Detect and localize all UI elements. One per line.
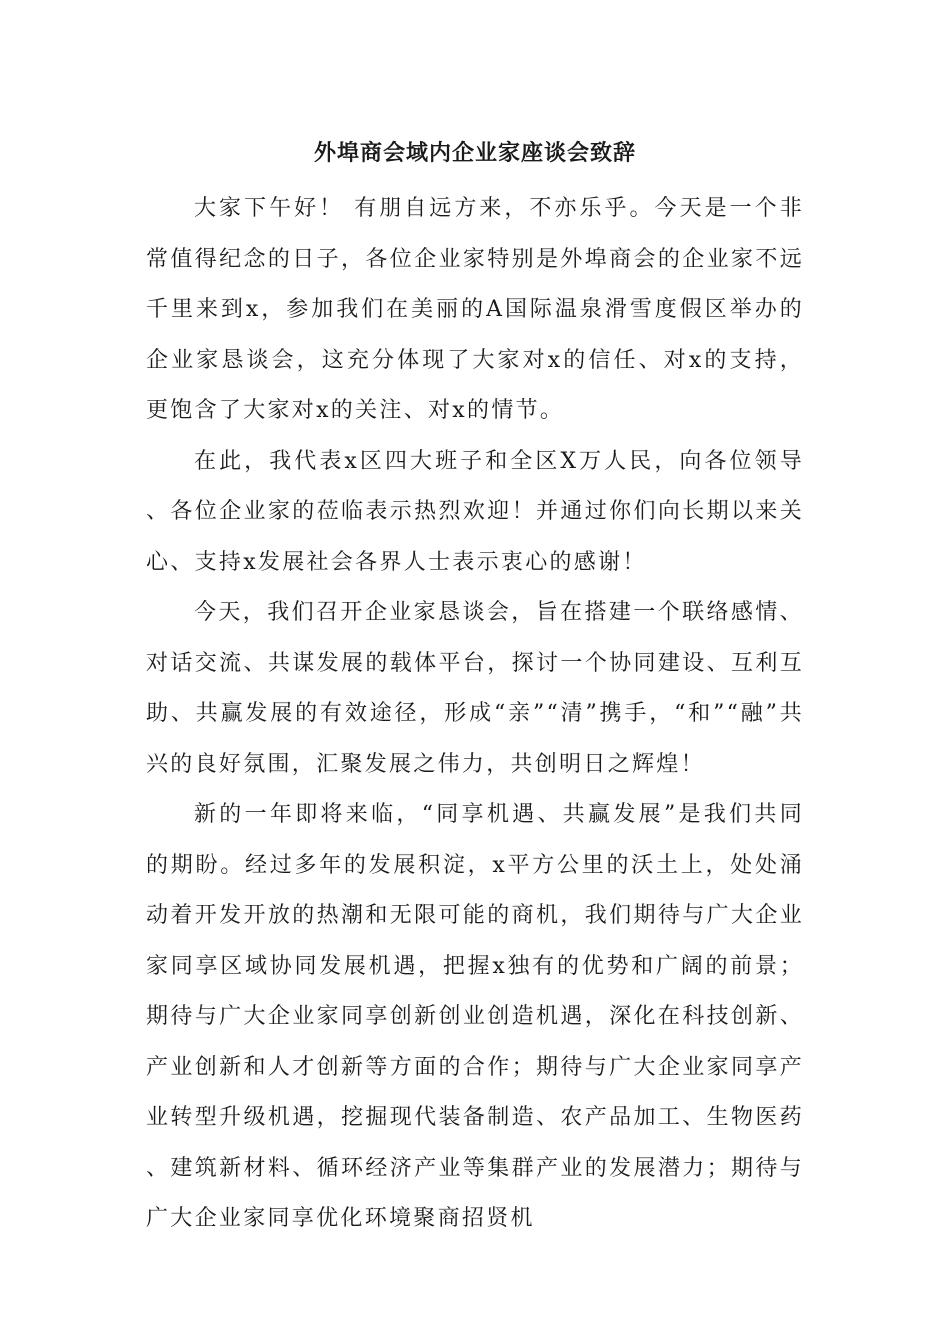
document-title: 外埠商会域内企业家座谈会致辞 <box>313 140 636 166</box>
paragraph-greeting: 大家下午好！ 有朋自远方来，不亦乐乎。今天是一个非常值得纪念的日子，各位企业家特别是外埠商会的企业家不远千里来到x，参加我们在美丽的A国际温泉滑雪度假区举办的企业家恳谈会，这充分体现了大家对x的信任、对x的支持，更饱含了大家对x的关注、对x的情节。 <box>146 196 804 423</box>
paragraph-purpose: 今天，我们召开企业家恳谈会，旨在搭建一个联络感情、对话交流、共谋发展的载体平台，探讨一个协同建设、互利互助、共赢发展的有效途径，形成“亲”“清”携手，“和”“融”共兴的良好氛围，汇聚发展之伟力，共创明日之辉煌！ <box>146 600 804 777</box>
paragraph-opportunities: 新的一年即将来临，“同享机遇、共赢发展”是我们共同的期盼。经过多年的发展积淀，x平方公里的沃土上，处处涌动着开发开放的热潮和无限可能的商机，我们期待与广大企业家同享区域协同发展机遇，把握x独有的优势和广阔的前景；期待与广大企业家同享创新创业创造机遇，深化在科技创新、产业创新和人才创新等方面的合作；期待与广大企业家同享产业转型升级机遇，挖掘现代装备制造、农产品加工、生物医药、建筑新材料、循环经济产业等集群产业的发展潜力；期待与广大企业家同享优化环境聚商招贤机 <box>146 802 804 1231</box>
document-body <box>146 184 804 1245</box>
paragraph-welcome: 在此，我代表x区四大班子和全区X万人民，向各位领导、各位企业家的莅临表示热烈欢迎！并通过你们向长期以来关心、支持x发展社会各界人士表示衷心的感谢！ <box>146 448 804 575</box>
